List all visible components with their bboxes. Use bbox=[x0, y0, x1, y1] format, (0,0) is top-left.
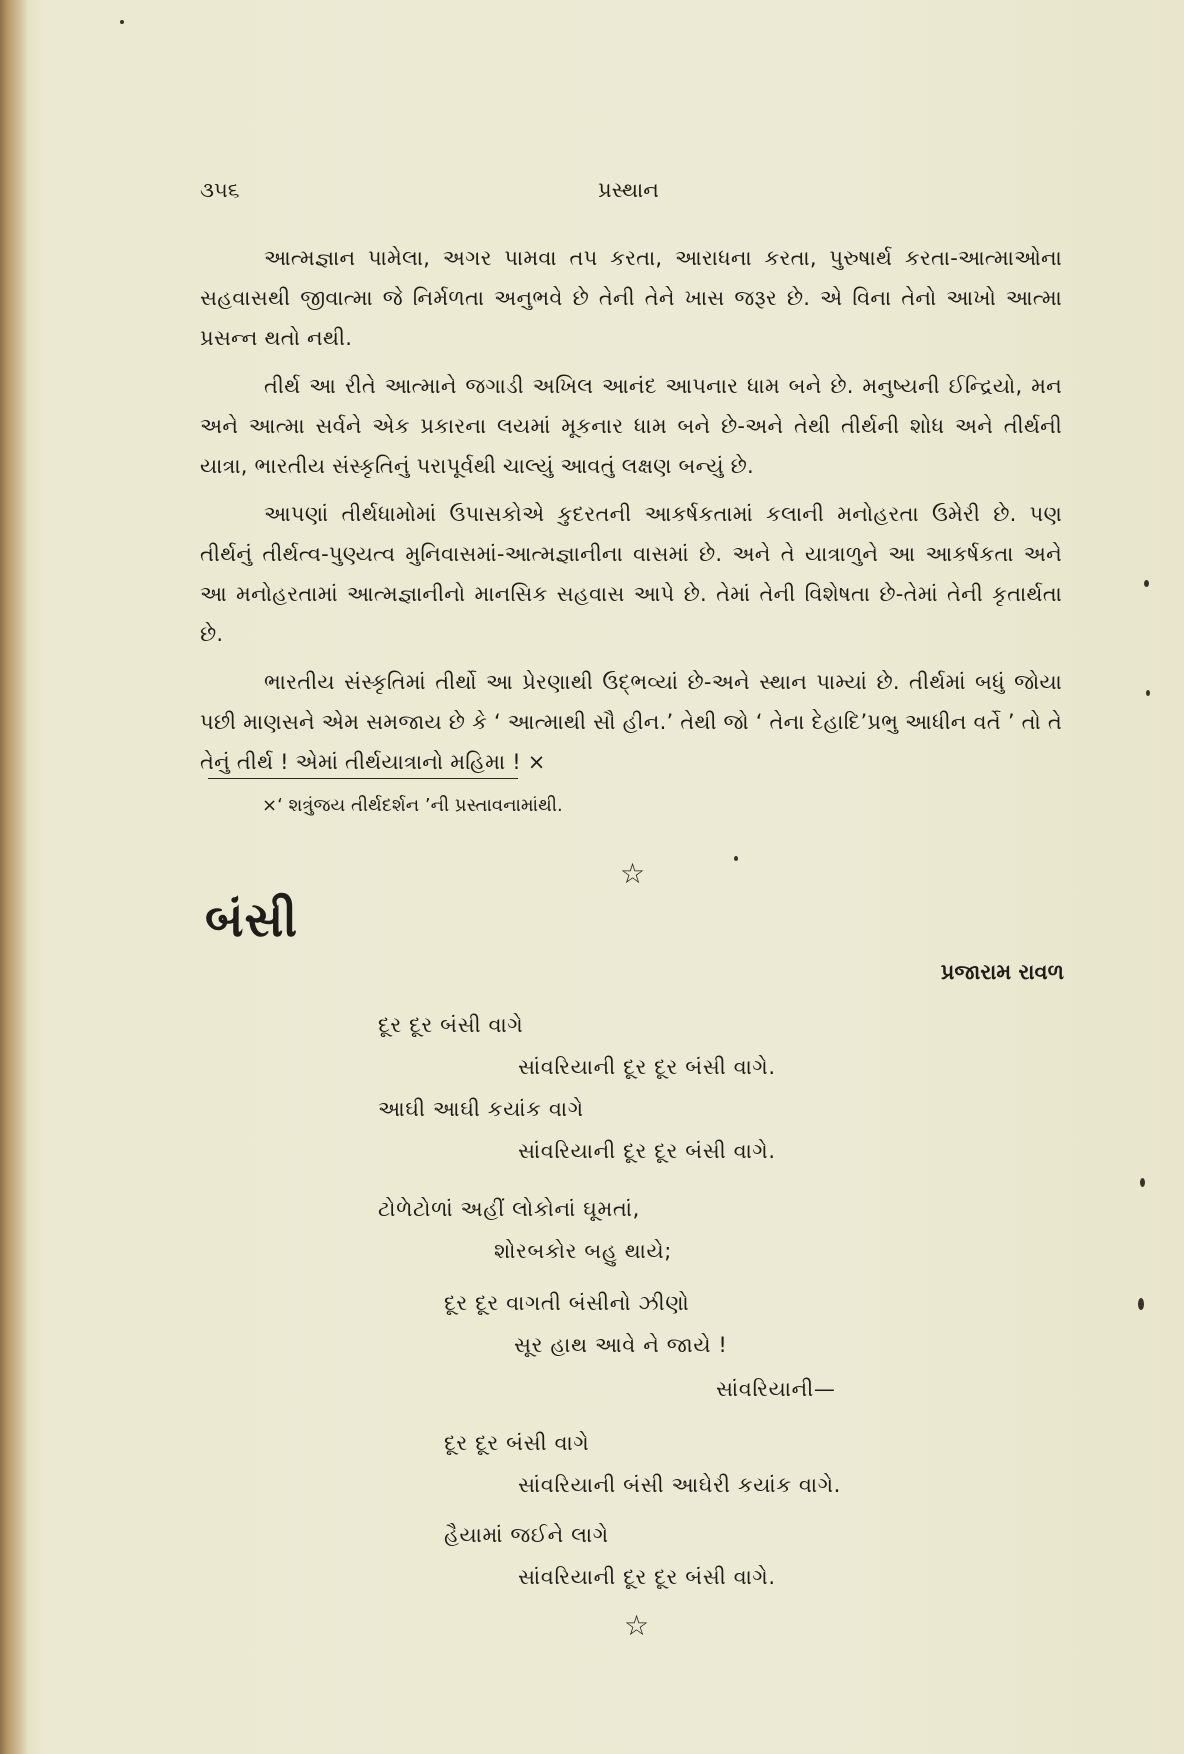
paper-speck bbox=[1140, 1178, 1145, 1187]
running-title: પ્રસ્થાન bbox=[598, 178, 659, 202]
footnote: ×‘ શત્રુંજય તીર્થદર્શન ’ની પ્રસ્તાવનામાંથી. bbox=[262, 795, 563, 816]
poem-line: સૂર હાથ આવે ને જાયે ! bbox=[514, 1333, 728, 1357]
poem-line: દૂર દૂર વાગતી બંસીનો ઝીણો bbox=[444, 1291, 690, 1315]
poem-line: સાંવરિયાની દૂર દૂર બંસી વાગે. bbox=[518, 1055, 776, 1079]
star-divider-icon: ☆ bbox=[620, 857, 646, 890]
star-divider-icon: ☆ bbox=[624, 1609, 650, 1642]
paragraph: આત્મજ્ઞાન પામેલા, અગર પામવા તપ કરતા, આરાધના કરતા, પુરુષાર્થ કરતા-આત્માઓના સહવાસથી જીવાત્મા જે નિર્મળતા અનુભવે છે તેની તેને ખાસ જરૂર છે. એ વિના તેનો આખો આત્મા પ્રસન્ન થતો નથી. bbox=[200, 246, 1062, 350]
paper-speck bbox=[1138, 1298, 1144, 1310]
poem-line: આઘી આઘી કયાંક વાગે bbox=[378, 1097, 584, 1121]
poem-line: હૈયામાં જઈને લાગે bbox=[444, 1523, 609, 1547]
poem-line: સાંવરિયાની દૂર દૂર બંસી વાગે. bbox=[518, 1139, 776, 1163]
poem-line: દૂર દૂર બંસી વાગે bbox=[444, 1431, 590, 1455]
paragraph: તીર્થ આ રીતે આત્માને જગાડી અખિલ આનંદ આપનાર ધામ બને છે. મનુષ્યની ઈન્દ્રિયો, મન અને આત્મા સર્વને એક પ્રકારના લયમાં મૂકનાર ધામ બને છે-અને તેથી તીર્થની શોધ અને તીર્થની યાત્રા, ભારતીય સંસ્કૃતિનું પરાપૂર્વથી ચાલ્યું આવતું લક્ષણ બન્યું છે. bbox=[200, 374, 1062, 478]
page-number: ૩૫૬ bbox=[200, 178, 240, 202]
paragraph: આપણાં તીર્થધામોમાં ઉપાસકોએ કુદરતની આકર્ષકતામાં કલાની મનોહરતા ઉમેરી છે. પણ તીર્થનું તીર્થત્વ-પુણ્યત્વ મુનિવાસમાં-આત્મજ્ઞાનીના વાસમાં છે. અને તે યાત્રાળુને આ આકર્ષકતા અને આ મનોહરતામાં આત્મજ્ઞાનીનો માનસિક સહવાસ આપે છે. તેમાં તેની વિશેષતા છે-તેમાં તેની કૃતાર્થતા છે. bbox=[200, 502, 1062, 646]
poem-line: સાંવરિયાની— bbox=[716, 1377, 836, 1401]
poem-author: પ્રજારામ રાવળ bbox=[940, 960, 1064, 984]
poem-title: બંસી bbox=[205, 892, 299, 948]
paper-speck bbox=[1144, 580, 1149, 587]
paper-speck bbox=[120, 20, 124, 24]
paper-speck bbox=[1146, 690, 1150, 696]
poem-line: શોરબકોર બહુ થાયે; bbox=[494, 1239, 672, 1263]
paper-speck bbox=[734, 856, 738, 861]
poem-line: સાંવરિયાની બંસી આઘેરી કયાંક વાગે. bbox=[518, 1473, 841, 1497]
poem-line: સાંવરિયાની દૂર દૂર બંસી વાગે. bbox=[518, 1565, 776, 1589]
poem-line: ટોળેટોળાં અહીં લોકોનાં ઘૂમતાં, bbox=[378, 1197, 640, 1221]
poem-line: દૂર દૂર બંસી વાગે bbox=[378, 1013, 524, 1037]
paragraph: ભારતીય સંસ્કૃતિમાં તીર્થો આ પ્રેરણાથી ઉદ્ભવ્યાં છે-અને સ્થાન પામ્યાં છે. તીર્થમાં બધું જોયા પછી માણસને એમ સમજાય છે કે ‘ આત્માથી સૌ હીન.’ તેથી જો ‘ તેના દેહાદિ’પ્રભુ આધીન વર્તે ’ તો તે તેનું તીર્થ ! એમાં તીર્થયાત્રાનો મહિમા ! × bbox=[200, 670, 1062, 774]
